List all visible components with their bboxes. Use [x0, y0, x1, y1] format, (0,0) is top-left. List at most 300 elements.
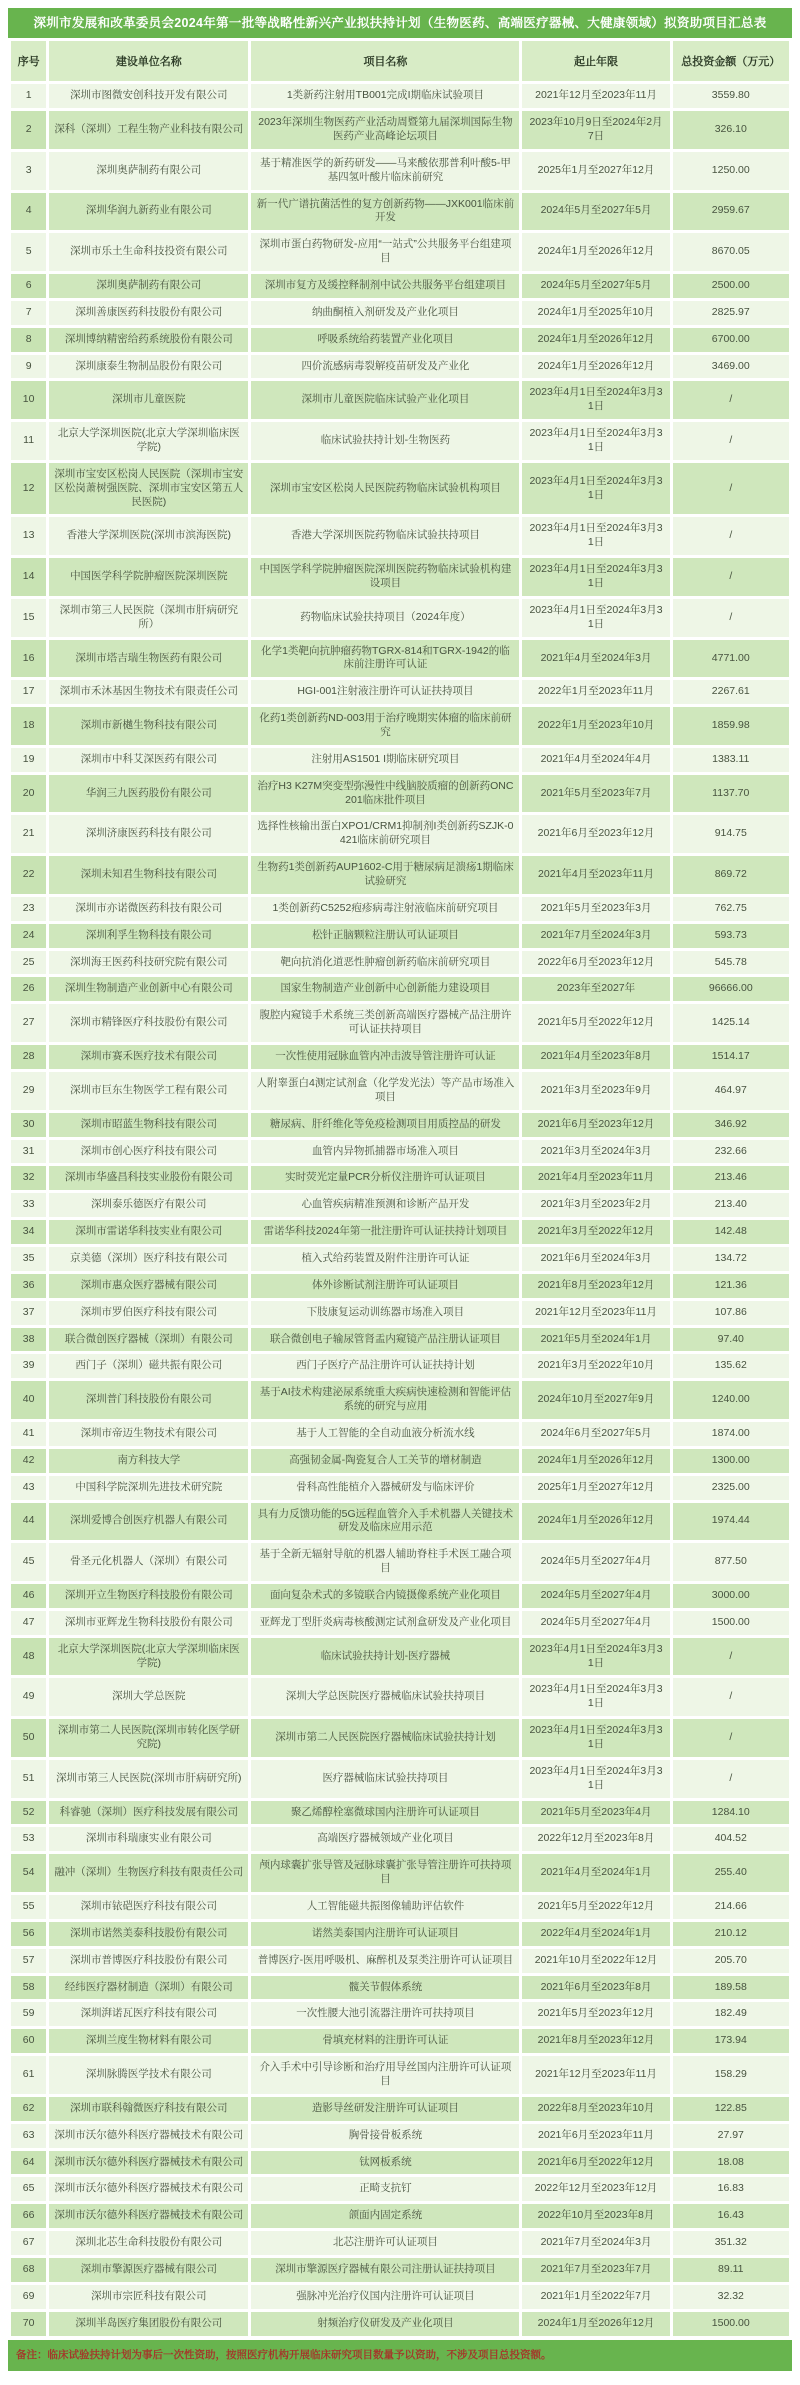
table-row [11, 328, 789, 352]
project-name-cell: 松针正脑颗粒注册认可认证项目 [251, 924, 519, 948]
amount-cell: 158.29 [673, 2056, 789, 2094]
table-row [11, 1503, 789, 1541]
table-row [11, 951, 789, 975]
date-range-cell: 2024年1月至2026年12月 [522, 2312, 669, 2336]
project-name-cell: 聚乙烯醇栓塞微球国内注册许可认证项目 [251, 1801, 519, 1825]
project-name-cell: 深圳市第二人民医院医疗器械临床试验扶持计划 [251, 1719, 519, 1757]
date-range-cell: 2021年4月至2024年1月 [522, 1854, 669, 1892]
date-range-cell: 2021年6月至2022年12月 [522, 2151, 669, 2175]
row-number-cell: 64 [11, 2151, 46, 2175]
table-row [11, 856, 789, 894]
org-name-cell: 深圳市图微安创科技开发有限公司 [49, 84, 248, 108]
table-row [11, 1827, 789, 1851]
date-range-cell: 2023年4月1日至2024年3月31日 [522, 599, 669, 637]
project-name-cell: HGI-001注射液注册许可认证扶持项目 [251, 680, 519, 704]
row-number-cell: 54 [11, 1854, 46, 1892]
org-name-cell: 深圳市沃尔德外科医疗器械技术有限公司 [49, 2151, 248, 2175]
row-number-cell: 66 [11, 2204, 46, 2228]
project-name-cell: 1类新药注射用TB001完成I期临床试验项目 [251, 84, 519, 108]
project-name-cell: 正畸支抗钉 [251, 2177, 519, 2201]
table-row [11, 2204, 789, 2228]
row-number-cell: 23 [11, 897, 46, 921]
amount-cell: 16.43 [673, 2204, 789, 2228]
amount-cell: 593.73 [673, 924, 789, 948]
project-name-cell: 亚辉龙丁型肝炎病毒核酸测定试剂盒研发及产业化项目 [251, 1611, 519, 1635]
project-name-cell: 治疗H3 K27M突变型弥漫性中线脑胶质瘤的创新药ONC201临床批件项目 [251, 775, 519, 813]
amount-cell: / [673, 381, 789, 419]
date-range-cell: 2021年5月至2023年12月 [522, 2002, 669, 2026]
row-number-cell: 35 [11, 1247, 46, 1271]
project-name-cell: 髋关节假体系统 [251, 1976, 519, 2000]
org-name-cell: 深圳爱博合创医疗机器人有限公司 [49, 1503, 248, 1541]
date-range-cell: 2021年4月至2023年11月 [522, 856, 669, 894]
date-range-cell: 2024年5月至2027年5月 [522, 274, 669, 298]
table-row [11, 1719, 789, 1757]
date-range-cell: 2025年1月至2027年12月 [522, 1476, 669, 1500]
project-name-cell: 雷诺华科技2024年第一批注册许可认证扶持计划项目 [251, 1220, 519, 1244]
amount-cell: / [673, 599, 789, 637]
date-range-cell: 2021年5月至2022年12月 [522, 1004, 669, 1042]
org-name-cell: 深圳市沃尔德外科医疗器械技术有限公司 [49, 2204, 248, 2228]
date-range-cell: 2021年4月至2024年3月 [522, 640, 669, 678]
table-row [11, 1247, 789, 1271]
date-range-cell: 2024年1月至2026年12月 [522, 1503, 669, 1541]
date-range-cell: 2023年4月1日至2024年3月31日 [522, 381, 669, 419]
org-name-cell: 深圳市铱硙医疗科技有限公司 [49, 1895, 248, 1919]
project-name-cell: 高端医疗器械领域产业化项目 [251, 1827, 519, 1851]
footer-note: 备注：临床试验扶持计划为事后一次性资助，按照医疗机构开展临床研究项目数量予以资助，不涉及项目总投资额。 [8, 2340, 792, 2372]
org-name-cell: 西门子（深圳）磁共振有限公司 [49, 1354, 248, 1378]
amount-cell: 205.70 [673, 1949, 789, 1973]
project-name-cell: 生物药1类创新药AUP1602-C用于糖尿病足溃疡1期临床试验研究 [251, 856, 519, 894]
table-row [11, 152, 789, 190]
project-name-cell: 临床试验扶持计划-生物医药 [251, 422, 519, 460]
project-name-cell: 介入手术中引导诊断和治疗用导丝国内注册许可认证项目 [251, 2056, 519, 2094]
project-name-cell: 面向复杂术式的多镜联合内镜摄像系统产业化项目 [251, 1584, 519, 1608]
date-range-cell: 2021年4月至2023年11月 [522, 1166, 669, 1190]
amount-cell: 255.40 [673, 1854, 789, 1892]
row-number-cell: 6 [11, 274, 46, 298]
amount-cell: 1514.17 [673, 1045, 789, 1069]
project-name-cell: 北芯注册许可认证项目 [251, 2231, 519, 2255]
project-name-cell: 香港大学深圳医院药物临床试验扶持项目 [251, 517, 519, 555]
table-row [11, 381, 789, 419]
org-name-cell: 深圳未知君生物科技有限公司 [49, 856, 248, 894]
date-range-cell: 2021年6月至2023年8月 [522, 1976, 669, 2000]
table-row [11, 1422, 789, 1446]
column-header-no: 序号 [11, 41, 46, 81]
org-name-cell: 深圳善康医药科技股份有限公司 [49, 301, 248, 325]
org-name-cell: 深圳市第三人民医院（深圳市肝病研究所） [49, 599, 248, 637]
org-name-cell: 联合微创医疗器械（深圳）有限公司 [49, 1328, 248, 1352]
row-number-cell: 47 [11, 1611, 46, 1635]
table-row [11, 1004, 789, 1042]
amount-cell: 464.97 [673, 1072, 789, 1110]
table-row [11, 517, 789, 555]
table-row [11, 2258, 789, 2282]
table-row [11, 1449, 789, 1473]
column-header-amount: 总投资金额（万元） [673, 41, 789, 81]
date-range-cell: 2024年1月至2026年12月 [522, 355, 669, 379]
org-name-cell: 深圳市儿童医院 [49, 381, 248, 419]
org-name-cell: 深圳泰乐德医疗有限公司 [49, 1193, 248, 1217]
amount-cell: 1250.00 [673, 152, 789, 190]
amount-cell: 232.66 [673, 1140, 789, 1164]
org-name-cell: 深圳兰度生物材料有限公司 [49, 2029, 248, 2053]
project-name-cell: 普博医疗-医用呼吸机、麻醉机及泵类注册许可认证项目 [251, 1949, 519, 1973]
date-range-cell: 2021年5月至2023年4月 [522, 1801, 669, 1825]
row-number-cell: 9 [11, 355, 46, 379]
table-row [11, 558, 789, 596]
row-number-cell: 18 [11, 707, 46, 745]
org-name-cell: 深圳市雷诺华科技实业有限公司 [49, 1220, 248, 1244]
row-number-cell: 50 [11, 1719, 46, 1757]
org-name-cell: 深圳市赛禾医疗技术有限公司 [49, 1045, 248, 1069]
amount-cell: 121.36 [673, 1274, 789, 1298]
row-number-cell: 13 [11, 517, 46, 555]
table-row [11, 1678, 789, 1716]
table-row [11, 1072, 789, 1110]
date-range-cell: 2021年6月至2023年11月 [522, 2124, 669, 2148]
project-name-cell: 骨科高性能植介入器械研发与临床评价 [251, 1476, 519, 1500]
row-number-cell: 21 [11, 815, 46, 853]
org-name-cell: 深圳市普博医疗科技股份有限公司 [49, 1949, 248, 1973]
date-range-cell: 2021年12月至2023年11月 [522, 2056, 669, 2094]
row-number-cell: 17 [11, 680, 46, 704]
table-row [11, 1611, 789, 1635]
row-number-cell: 7 [11, 301, 46, 325]
project-name-cell: 高强韧金属-陶瓷复合人工关节的增材制造 [251, 1449, 519, 1473]
row-number-cell: 11 [11, 422, 46, 460]
date-range-cell: 2021年6月至2023年12月 [522, 815, 669, 853]
org-name-cell: 深圳市亚辉龙生物科技股份有限公司 [49, 1611, 248, 1635]
project-name-cell: 胸骨接骨板系统 [251, 2124, 519, 2148]
project-name-cell: 诺然美泰国内注册许可认证项目 [251, 1922, 519, 1946]
org-name-cell: 深圳市华盛昌科技实业股份有限公司 [49, 1166, 248, 1190]
row-number-cell: 5 [11, 233, 46, 271]
table-row [11, 2002, 789, 2026]
org-name-cell: 深圳市宝安区松岗人民医院（深圳市宝安区松岗萧树强医院、深圳市宝安区第五人民医院) [49, 463, 248, 515]
amount-cell: 6700.00 [673, 328, 789, 352]
row-number-cell: 55 [11, 1895, 46, 1919]
column-header-org: 建设单位名称 [49, 41, 248, 81]
date-range-cell: 2023年4月1日至2024年3月31日 [522, 558, 669, 596]
date-range-cell: 2024年1月至2026年12月 [522, 1449, 669, 1473]
table-row [11, 1113, 789, 1137]
row-number-cell: 38 [11, 1328, 46, 1352]
row-number-cell: 51 [11, 1760, 46, 1798]
project-name-cell: 一次性腰大池引流器注册许可扶持项目 [251, 2002, 519, 2026]
table-row [11, 1976, 789, 2000]
table-row [11, 1949, 789, 1973]
table-row [11, 2029, 789, 2053]
org-name-cell: 科睿驰（深圳）医疗科技发展有限公司 [49, 1801, 248, 1825]
org-name-cell: 深圳市宗匠科技有限公司 [49, 2285, 248, 2309]
project-name-cell: 中国医学科学院肿瘤医院深圳医院药物临床试验机构建设项目 [251, 558, 519, 596]
header-row [11, 41, 789, 81]
amount-cell: 214.66 [673, 1895, 789, 1919]
row-number-cell: 43 [11, 1476, 46, 1500]
row-number-cell: 33 [11, 1193, 46, 1217]
project-name-cell: 基于AI技术构建泌尿系统重大疾病快速检测和智能评估系统的研究与应用 [251, 1381, 519, 1419]
org-name-cell: 深圳生物制造产业创新中心有限公司 [49, 977, 248, 1001]
table-row [11, 977, 789, 1001]
date-range-cell: 2021年5月至2024年1月 [522, 1328, 669, 1352]
org-name-cell: 深圳市擎源医疗器械有限公司 [49, 2258, 248, 2282]
project-name-cell: 靶向抗消化道恶性肿瘤创新药临床前研究项目 [251, 951, 519, 975]
amount-cell: 142.48 [673, 1220, 789, 1244]
project-name-cell: 基于精准医学的新药研发——马来酸依那普利叶酸5-甲基四氢叶酸片临床前研究 [251, 152, 519, 190]
table-row [11, 897, 789, 921]
row-number-cell: 22 [11, 856, 46, 894]
date-range-cell: 2022年10月至2023年8月 [522, 2204, 669, 2228]
date-range-cell: 2024年6月至2027年5月 [522, 1422, 669, 1446]
table-row [11, 1895, 789, 1919]
table-row [11, 355, 789, 379]
project-name-cell: 深圳市蛋白药物研发-应用“一站式”公共服务平台组建项目 [251, 233, 519, 271]
date-range-cell: 2023年4月1日至2024年3月31日 [522, 463, 669, 515]
org-name-cell: 深圳北芯生命科技股份有限公司 [49, 2231, 248, 2255]
project-name-cell: 具有力反馈功能的5G远程血管介入手术机器人关键技术研发及临床应用示范 [251, 1503, 519, 1541]
amount-cell: 404.52 [673, 1827, 789, 1851]
amount-cell: 1383.11 [673, 748, 789, 772]
project-name-cell: 强脉冲光治疗仪国内注册许可认证项目 [251, 2285, 519, 2309]
amount-cell: 351.32 [673, 2231, 789, 2255]
amount-cell: 914.75 [673, 815, 789, 853]
amount-cell: 1284.10 [673, 1801, 789, 1825]
row-number-cell: 15 [11, 599, 46, 637]
date-range-cell: 2021年5月至2023年7月 [522, 775, 669, 813]
table-row [11, 1760, 789, 1798]
date-range-cell: 2021年4月至2024年4月 [522, 748, 669, 772]
row-number-cell: 57 [11, 1949, 46, 1973]
org-name-cell: 深圳湃诺瓦医疗科技有限公司 [49, 2002, 248, 2026]
row-number-cell: 20 [11, 775, 46, 813]
org-name-cell: 深圳大学总医院 [49, 1678, 248, 1716]
row-number-cell: 1 [11, 84, 46, 108]
date-range-cell: 2021年8月至2023年12月 [522, 1274, 669, 1298]
table-row [11, 422, 789, 460]
org-name-cell: 深圳博纳精密给药系统股份有限公司 [49, 328, 248, 352]
date-range-cell: 2021年3月至2023年2月 [522, 1193, 669, 1217]
project-name-cell: 化学1类靶向抗肿瘤药物TGRX-814和TGRX-1942的临床前注册许可认证 [251, 640, 519, 678]
row-number-cell: 40 [11, 1381, 46, 1419]
date-range-cell: 2023年至2027年 [522, 977, 669, 1001]
table-row [11, 193, 789, 231]
amount-cell: 1874.00 [673, 1422, 789, 1446]
table-row [11, 1543, 789, 1581]
project-name-cell: 基于人工智能的全自动血液分析流水线 [251, 1422, 519, 1446]
amount-cell: 96666.00 [673, 977, 789, 1001]
amount-cell: 32.32 [673, 2285, 789, 2309]
row-number-cell: 29 [11, 1072, 46, 1110]
org-name-cell: 深圳康泰生物制品股份有限公司 [49, 355, 248, 379]
table-row [11, 2097, 789, 2121]
amount-cell: 1974.44 [673, 1503, 789, 1541]
date-range-cell: 2021年7月至2023年7月 [522, 2258, 669, 2282]
amount-cell: 213.40 [673, 1193, 789, 1217]
amount-cell: 3000.00 [673, 1584, 789, 1608]
project-name-cell: 药物临床试验扶持项目（2024年度） [251, 599, 519, 637]
row-number-cell: 56 [11, 1922, 46, 1946]
org-name-cell: 深圳市诺然美泰科技股份有限公司 [49, 1922, 248, 1946]
amount-cell: 189.58 [673, 1976, 789, 2000]
project-name-cell: 心血管疾病精准预测和诊断产品开发 [251, 1193, 519, 1217]
org-name-cell: 深圳市沃尔德外科医疗器械技术有限公司 [49, 2177, 248, 2201]
column-header-proj: 项目名称 [251, 41, 519, 81]
date-range-cell: 2021年3月至2022年10月 [522, 1354, 669, 1378]
org-name-cell: 深圳市科瑞康实业有限公司 [49, 1827, 248, 1851]
row-number-cell: 16 [11, 640, 46, 678]
row-number-cell: 3 [11, 152, 46, 190]
project-name-cell: 基于全新无辐射导航的机器人辅助脊柱手术医工融合项目 [251, 1543, 519, 1581]
amount-cell: 173.94 [673, 2029, 789, 2053]
project-name-cell: 体外诊断试剂注册许可认证项目 [251, 1274, 519, 1298]
table-row [11, 2231, 789, 2255]
amount-cell: 107.86 [673, 1301, 789, 1325]
amount-cell: 1500.00 [673, 2312, 789, 2336]
date-range-cell: 2024年5月至2027年4月 [522, 1611, 669, 1635]
row-number-cell: 45 [11, 1543, 46, 1581]
org-name-cell: 京美德（深圳）医疗科技有限公司 [49, 1247, 248, 1271]
table-row [11, 924, 789, 948]
amount-cell: / [673, 517, 789, 555]
org-name-cell: 深圳市惠众医疗器械有限公司 [49, 1274, 248, 1298]
row-number-cell: 26 [11, 977, 46, 1001]
project-name-cell: 实时荧光定量PCR分析仪注册许可认证项目 [251, 1166, 519, 1190]
amount-cell: / [673, 422, 789, 460]
amount-cell: 326.10 [673, 111, 789, 149]
amount-cell: 4771.00 [673, 640, 789, 678]
amount-cell: 1240.00 [673, 1381, 789, 1419]
project-name-cell: 选择性核输出蛋白XPO1/CRM1抑制剂I类创新药SZJK-0421临床前研究项目 [251, 815, 519, 853]
table-row [11, 1045, 789, 1069]
org-name-cell: 经纬医疗器材制造（深圳）有限公司 [49, 1976, 248, 2000]
row-number-cell: 4 [11, 193, 46, 231]
project-name-cell: 化药1类创新药ND-003用于治疗晚期实体瘤的临床前研究 [251, 707, 519, 745]
date-range-cell: 2021年4月至2023年8月 [522, 1045, 669, 1069]
row-number-cell: 30 [11, 1113, 46, 1137]
date-range-cell: 2021年7月至2024年3月 [522, 924, 669, 948]
org-name-cell: 深圳市中科艾深医药有限公司 [49, 748, 248, 772]
date-range-cell: 2025年1月至2027年12月 [522, 152, 669, 190]
org-name-cell: 深圳海王医药科技研究院有限公司 [49, 951, 248, 975]
table-row [11, 707, 789, 745]
date-range-cell: 2021年3月至2024年3月 [522, 1140, 669, 1164]
date-range-cell: 2023年10月9日至2024年2月7日 [522, 111, 669, 149]
row-number-cell: 59 [11, 2002, 46, 2026]
table-row [11, 2285, 789, 2309]
table-row [11, 1220, 789, 1244]
org-name-cell: 深圳市第二人民医院(深圳市转化医学研究院) [49, 1719, 248, 1757]
amount-cell: 122.85 [673, 2097, 789, 2121]
row-number-cell: 67 [11, 2231, 46, 2255]
date-range-cell: 2023年4月1日至2024年3月31日 [522, 1760, 669, 1798]
table-row [11, 1381, 789, 1419]
org-name-cell: 深圳脉腾医学技术有限公司 [49, 2056, 248, 2094]
project-name-cell: 深圳大学总医院医疗器械临床试验扶持项目 [251, 1678, 519, 1716]
date-range-cell: 2021年6月至2023年12月 [522, 1113, 669, 1137]
project-name-cell: 植入式给药装置及附件注册许可认证 [251, 1247, 519, 1271]
amount-cell: 135.62 [673, 1354, 789, 1378]
row-number-cell: 34 [11, 1220, 46, 1244]
row-number-cell: 28 [11, 1045, 46, 1069]
org-name-cell: 深圳市沃尔德外科医疗器械技术有限公司 [49, 2124, 248, 2148]
org-name-cell: 南方科技大学 [49, 1449, 248, 1473]
amount-cell: 89.11 [673, 2258, 789, 2282]
row-number-cell: 63 [11, 2124, 46, 2148]
amount-cell: / [673, 558, 789, 596]
amount-cell: / [673, 1678, 789, 1716]
org-name-cell: 深圳市新樾生物科技有限公司 [49, 707, 248, 745]
table-row [11, 2151, 789, 2175]
org-name-cell: 深圳市联科翰微医疗科技有限公司 [49, 2097, 248, 2121]
amount-cell: 2825.97 [673, 301, 789, 325]
date-range-cell: 2022年1月至2023年10月 [522, 707, 669, 745]
date-range-cell: 2024年5月至2027年4月 [522, 1543, 669, 1581]
row-number-cell: 48 [11, 1638, 46, 1676]
amount-cell: 2325.00 [673, 1476, 789, 1500]
row-number-cell: 39 [11, 1354, 46, 1378]
row-number-cell: 36 [11, 1274, 46, 1298]
table-row [11, 1140, 789, 1164]
date-range-cell: 2021年10月至2022年12月 [522, 1949, 669, 1973]
table-row [11, 84, 789, 108]
org-name-cell: 融冲（深圳）生物医疗科技有限责任公司 [49, 1854, 248, 1892]
project-name-cell: 下肢康复运动训练器市场准入项目 [251, 1301, 519, 1325]
date-range-cell: 2022年6月至2023年12月 [522, 951, 669, 975]
table-row [11, 1328, 789, 1352]
amount-cell: 16.83 [673, 2177, 789, 2201]
table-row [11, 111, 789, 149]
project-name-cell: 纳曲酮植入剂研发及产业化项目 [251, 301, 519, 325]
table-row [11, 2177, 789, 2201]
project-name-cell: 造影导丝研发注册许可认证项目 [251, 2097, 519, 2121]
table-row [11, 2056, 789, 2094]
amount-cell: 97.40 [673, 1328, 789, 1352]
table-row [11, 2124, 789, 2148]
date-range-cell: 2022年12月至2023年12月 [522, 2177, 669, 2201]
project-name-cell: 西门子医疗产品注册许可认证扶持计划 [251, 1354, 519, 1378]
amount-cell: 18.08 [673, 2151, 789, 2175]
date-range-cell: 2021年12月至2023年11月 [522, 84, 669, 108]
table-row [11, 680, 789, 704]
row-number-cell: 10 [11, 381, 46, 419]
table-row [11, 815, 789, 853]
table-row [11, 1476, 789, 1500]
table-row [11, 463, 789, 515]
org-name-cell: 深科（深圳）工程生物产业科技有限公司 [49, 111, 248, 149]
date-range-cell: 2023年4月1日至2024年3月31日 [522, 1678, 669, 1716]
date-range-cell: 2022年8月至2023年10月 [522, 2097, 669, 2121]
date-range-cell: 2023年4月1日至2024年3月31日 [522, 422, 669, 460]
project-name-cell: 深圳市宝安区松岗人民医院药物临床试验机构项目 [251, 463, 519, 515]
row-number-cell: 24 [11, 924, 46, 948]
row-number-cell: 14 [11, 558, 46, 596]
amount-cell: 1425.14 [673, 1004, 789, 1042]
amount-cell: / [673, 1719, 789, 1757]
table-row [11, 748, 789, 772]
row-number-cell: 68 [11, 2258, 46, 2282]
org-name-cell: 深圳奥萨制药有限公司 [49, 152, 248, 190]
table-row [11, 1801, 789, 1825]
amount-cell: 1137.70 [673, 775, 789, 813]
amount-cell: 545.78 [673, 951, 789, 975]
amount-cell: 210.12 [673, 1922, 789, 1946]
amount-cell: 2267.61 [673, 680, 789, 704]
table-row [11, 1354, 789, 1378]
project-name-cell: 深圳市复方及缓控释制剂中试公共服务平台组建项目 [251, 274, 519, 298]
